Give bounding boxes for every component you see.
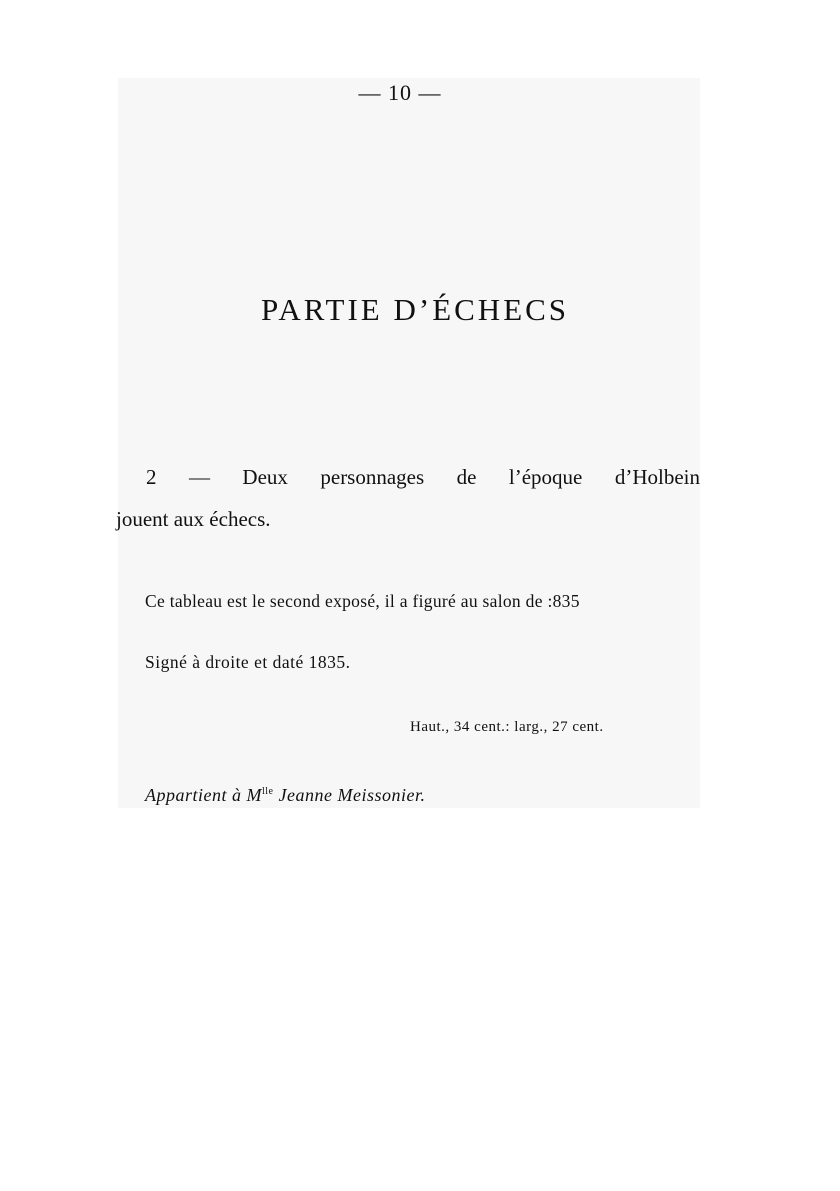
ownership-line [145, 785, 425, 806]
exhibition-note: Ce tableau est le second exposé, il a figuré au salon de :835 [145, 591, 580, 611]
scanned-page-area [118, 78, 700, 808]
section-title: PARTIE D’ÉCHECS [260, 292, 570, 327]
owner-prefix: Appartient à M [145, 785, 262, 805]
signature-note: Signé à droite et daté 1835. [145, 652, 351, 672]
catalogue-entry [116, 456, 700, 540]
dimensions-line: Haut., 34 cent.: larg., 27 cent. [410, 719, 604, 735]
owner-title-superscript: lle [262, 786, 274, 797]
entry-line-2: jouent aux échecs. [116, 507, 271, 531]
page-number: — 10 — [358, 80, 442, 105]
entry-line-1: 2 — Deux personnages de l’époque d’Holbein [146, 465, 700, 489]
owner-name: Jeanne Meissonier. [273, 785, 426, 805]
